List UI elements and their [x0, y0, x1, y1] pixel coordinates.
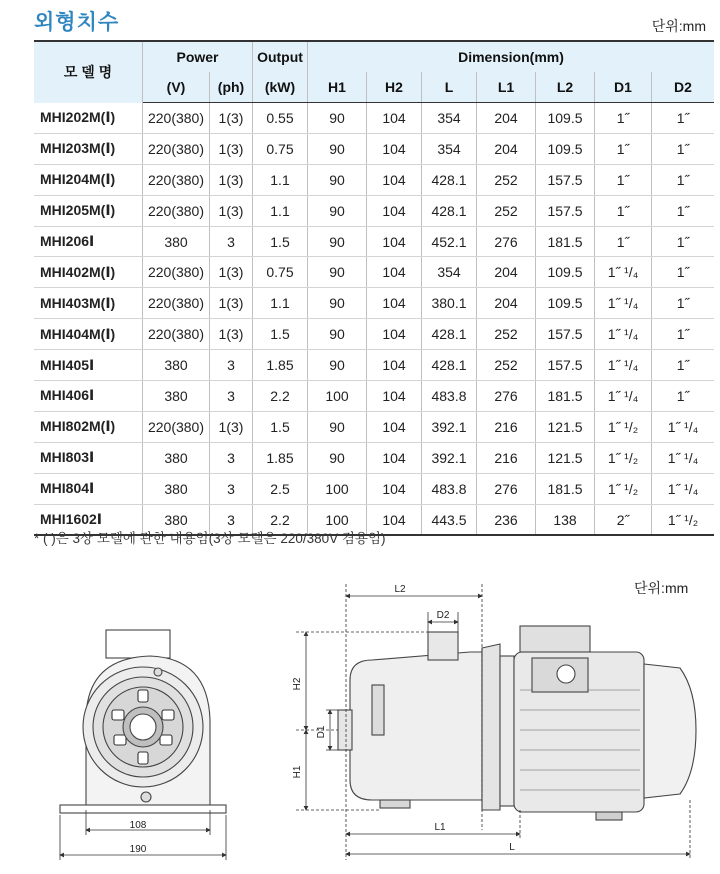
table-row — [34, 288, 714, 319]
table-cell: 252 — [477, 164, 536, 195]
table-cell: 276 — [477, 226, 536, 257]
table-cell: 1˝ — [595, 164, 652, 195]
table-cell: 220(380) — [143, 288, 210, 319]
table-cell: 104 — [367, 133, 422, 164]
table-cell: 104 — [367, 442, 422, 473]
table-cell: 380 — [143, 442, 210, 473]
table-cell: 1˝ — [652, 164, 715, 195]
table-row — [34, 164, 714, 195]
table-cell: 392.1 — [422, 411, 477, 442]
table-cell: 392.1 — [422, 442, 477, 473]
table-cell: 220(380) — [143, 319, 210, 350]
table-cell: 3 — [210, 442, 253, 473]
table-cell: 1˝ ¹/₂ — [595, 411, 652, 442]
table-cell: 109.5 — [536, 103, 595, 134]
table-cell: 104 — [367, 473, 422, 504]
subheader-l1: L1 — [477, 72, 536, 103]
footnote: * ( )은 3상 모델에 관한 내용임(3상 모델은 220/380V 겸용임) — [34, 531, 386, 546]
table-cell: 220(380) — [143, 257, 210, 288]
table-cell: 1(3) — [210, 164, 253, 195]
table-cell: 121.5 — [536, 411, 595, 442]
table-cell: 220(380) — [143, 195, 210, 226]
table-cell: 104 — [367, 103, 422, 134]
table-row — [34, 442, 714, 473]
table-row — [34, 195, 714, 226]
table-row — [34, 226, 714, 257]
table-cell: 104 — [367, 195, 422, 226]
table-cell: 1˝ — [652, 288, 715, 319]
table-cell: 90 — [308, 442, 367, 473]
header-model: 모 델 명 — [34, 41, 143, 103]
table-cell: 3 — [210, 504, 253, 535]
model-name-cell: MHI204M(Ⅰ) — [34, 164, 143, 195]
table-body — [34, 103, 714, 536]
dim-l1: L1 — [434, 822, 446, 833]
table-cell: 109.5 — [536, 133, 595, 164]
table-cell: 220(380) — [143, 411, 210, 442]
table-cell: 2.2 — [253, 381, 308, 412]
table-cell: 204 — [477, 133, 536, 164]
table-cell: 3 — [210, 350, 253, 381]
subheader-kw: (kW) — [253, 72, 308, 103]
model-name-cell: MHI202M(Ⅰ) — [34, 103, 143, 134]
table-cell: 90 — [308, 319, 367, 350]
table-cell: 90 — [308, 226, 367, 257]
model-name-cell: MHI1602Ⅰ — [34, 504, 143, 535]
dimension-table — [34, 40, 714, 536]
table-cell: 104 — [367, 319, 422, 350]
subheader-ph: (ph) — [210, 72, 253, 103]
table-cell: 1˝ ¹/₂ — [652, 504, 715, 535]
dim-108: 108 — [129, 820, 147, 831]
subheader-d2: D2 — [652, 72, 715, 103]
table-cell: 1˝ ¹/₄ — [652, 411, 715, 442]
table-cell: 90 — [308, 350, 367, 381]
header-output: Output — [253, 41, 308, 72]
table-cell: 90 — [308, 288, 367, 319]
table-cell: 1˝ — [652, 257, 715, 288]
table-cell: 0.75 — [253, 133, 308, 164]
table-cell: 90 — [308, 195, 367, 226]
model-name-cell: MHI403M(Ⅰ) — [34, 288, 143, 319]
model-name-cell: MHI203M(Ⅰ) — [34, 133, 143, 164]
table-cell: 1(3) — [210, 288, 253, 319]
model-name-cell: MHI405Ⅰ — [34, 350, 143, 381]
table-cell: 1˝ — [595, 103, 652, 134]
table-cell: 1(3) — [210, 103, 253, 134]
table-cell: 1˝ ¹/₄ — [595, 381, 652, 412]
table-header-row — [34, 41, 714, 72]
subheader-l2: L2 — [536, 72, 595, 103]
table-cell: 100 — [308, 381, 367, 412]
table-cell: 252 — [477, 350, 536, 381]
table-cell: 220(380) — [143, 164, 210, 195]
table-cell: 428.1 — [422, 350, 477, 381]
unit-label-top: 단위:mm — [651, 18, 706, 34]
dim-d1: D1 — [316, 725, 327, 739]
table-row — [34, 257, 714, 288]
table-cell: 252 — [477, 319, 536, 350]
table-cell: 1˝ — [652, 226, 715, 257]
dim-h1: H1 — [292, 765, 303, 779]
table-row — [34, 319, 714, 350]
table-cell: 100 — [308, 473, 367, 504]
dim-190: 190 — [129, 844, 147, 855]
table-cell: 104 — [367, 411, 422, 442]
table-cell: 1(3) — [210, 257, 253, 288]
table-cell: 1˝ ¹/₄ — [595, 257, 652, 288]
table-cell: 157.5 — [536, 350, 595, 381]
table-cell: 380 — [143, 473, 210, 504]
table-cell: 104 — [367, 504, 422, 535]
table-cell: 1˝ — [652, 195, 715, 226]
table-row — [34, 103, 714, 134]
table-cell: 1˝ ¹/₄ — [595, 288, 652, 319]
model-name-cell: MHI404M(Ⅰ) — [34, 319, 143, 350]
table-cell: 452.1 — [422, 226, 477, 257]
table-cell: 1.5 — [253, 226, 308, 257]
table-cell: 2.2 — [253, 504, 308, 535]
table-cell: 380 — [143, 350, 210, 381]
model-name-cell: MHI804Ⅰ — [34, 473, 143, 504]
table-cell: 1˝ — [652, 319, 715, 350]
table-cell: 0.75 — [253, 257, 308, 288]
table-cell: 0.55 — [253, 103, 308, 134]
table-cell: 1.1 — [253, 288, 308, 319]
table-row — [34, 381, 714, 412]
table-cell: 380.1 — [422, 288, 477, 319]
table-cell: 1.1 — [253, 195, 308, 226]
table-cell: 252 — [477, 195, 536, 226]
table-cell: 1˝ — [652, 350, 715, 381]
table-cell: 216 — [477, 442, 536, 473]
table-cell: 1˝ — [595, 226, 652, 257]
model-name-cell: MHI206Ⅰ — [34, 226, 143, 257]
table-cell: 104 — [367, 257, 422, 288]
table-cell: 1.1 — [253, 164, 308, 195]
subheader-h2: H2 — [367, 72, 422, 103]
table-cell: 1˝ ¹/₂ — [595, 442, 652, 473]
table-cell: 354 — [422, 103, 477, 134]
subheader-v: (V) — [143, 72, 210, 103]
side-view — [338, 626, 696, 820]
table-cell: 138 — [536, 504, 595, 535]
pump-drawing — [0, 560, 720, 874]
table-cell: 157.5 — [536, 164, 595, 195]
table-cell: 157.5 — [536, 195, 595, 226]
table-row — [34, 411, 714, 442]
table-cell: 483.8 — [422, 381, 477, 412]
table-cell: 443.5 — [422, 504, 477, 535]
table-cell: 1˝ — [652, 381, 715, 412]
table-cell: 220(380) — [143, 133, 210, 164]
table-cell: 1(3) — [210, 319, 253, 350]
table-cell: 100 — [308, 504, 367, 535]
table-cell: 380 — [143, 504, 210, 535]
model-name-cell: MHI205M(Ⅰ) — [34, 195, 143, 226]
model-name-cell: MHI406Ⅰ — [34, 381, 143, 412]
table-cell: 104 — [367, 381, 422, 412]
table-cell: 104 — [367, 350, 422, 381]
table-cell: 90 — [308, 133, 367, 164]
dim-l2: L2 — [394, 584, 406, 595]
table-cell: 354 — [422, 133, 477, 164]
table-row — [34, 350, 714, 381]
table-cell: 1(3) — [210, 133, 253, 164]
table-cell: 1˝ — [652, 133, 715, 164]
table-cell: 1(3) — [210, 195, 253, 226]
subheader-l: L — [422, 72, 477, 103]
table-cell: 104 — [367, 164, 422, 195]
table-cell: 109.5 — [536, 288, 595, 319]
table-cell: 181.5 — [536, 381, 595, 412]
table-cell: 204 — [477, 288, 536, 319]
table-cell: 2.5 — [253, 473, 308, 504]
table-cell: 1.5 — [253, 319, 308, 350]
page-title: 외형치수 — [34, 10, 120, 34]
table-cell: 216 — [477, 411, 536, 442]
table-cell: 483.8 — [422, 473, 477, 504]
dim-l: L — [509, 842, 515, 853]
table-cell: 1˝ ¹/₄ — [652, 442, 715, 473]
table-cell: 1˝ — [595, 195, 652, 226]
table-cell: 428.1 — [422, 319, 477, 350]
table-cell: 1.85 — [253, 350, 308, 381]
table-cell: 90 — [308, 103, 367, 134]
table-cell: 1˝ ¹/₄ — [595, 319, 652, 350]
table-cell: 90 — [308, 257, 367, 288]
table-cell: 1˝ ¹/₄ — [595, 350, 652, 381]
table-cell: 1.85 — [253, 442, 308, 473]
table-cell: 1˝ ¹/₄ — [652, 473, 715, 504]
subheader-d1: D1 — [595, 72, 652, 103]
front-view — [60, 630, 226, 813]
table-cell: 204 — [477, 103, 536, 134]
table-cell: 109.5 — [536, 257, 595, 288]
header-dimension: Dimension(mm) — [308, 41, 715, 72]
table-cell: 236 — [477, 504, 536, 535]
table-cell: 276 — [477, 473, 536, 504]
table-cell: 3 — [210, 473, 253, 504]
table-cell: 90 — [308, 164, 367, 195]
table-cell: 220(380) — [143, 103, 210, 134]
dim-h2: H2 — [292, 677, 303, 691]
table-cell: 104 — [367, 226, 422, 257]
unit-label-drawing: 단위:mm — [634, 580, 689, 596]
table-cell: 157.5 — [536, 319, 595, 350]
table-cell: 1˝ — [595, 133, 652, 164]
model-name-cell: MHI402M(Ⅰ) — [34, 257, 143, 288]
table-cell: 3 — [210, 226, 253, 257]
model-name-cell: MHI803Ⅰ — [34, 442, 143, 473]
table-row — [34, 133, 714, 164]
table-cell: 380 — [143, 226, 210, 257]
table-cell: 104 — [367, 288, 422, 319]
table-cell: 90 — [308, 411, 367, 442]
table-cell: 428.1 — [422, 164, 477, 195]
table-cell: 1.5 — [253, 411, 308, 442]
table-cell: 204 — [477, 257, 536, 288]
table-cell: 1(3) — [210, 411, 253, 442]
model-name-cell: MHI802M(Ⅰ) — [34, 411, 143, 442]
table-row — [34, 473, 714, 504]
dim-d2: D2 — [436, 610, 450, 621]
table-cell: 380 — [143, 381, 210, 412]
table-cell: 3 — [210, 381, 253, 412]
table-cell: 276 — [477, 381, 536, 412]
table-cell: 2˝ — [595, 504, 652, 535]
table-cell: 181.5 — [536, 226, 595, 257]
table-cell: 181.5 — [536, 473, 595, 504]
header-power: Power — [143, 41, 253, 72]
subheader-h1: H1 — [308, 72, 367, 103]
table-cell: 121.5 — [536, 442, 595, 473]
table-cell: 354 — [422, 257, 477, 288]
table-cell: 1˝ ¹/₂ — [595, 473, 652, 504]
table-cell: 428.1 — [422, 195, 477, 226]
table-cell: 1˝ — [652, 103, 715, 134]
